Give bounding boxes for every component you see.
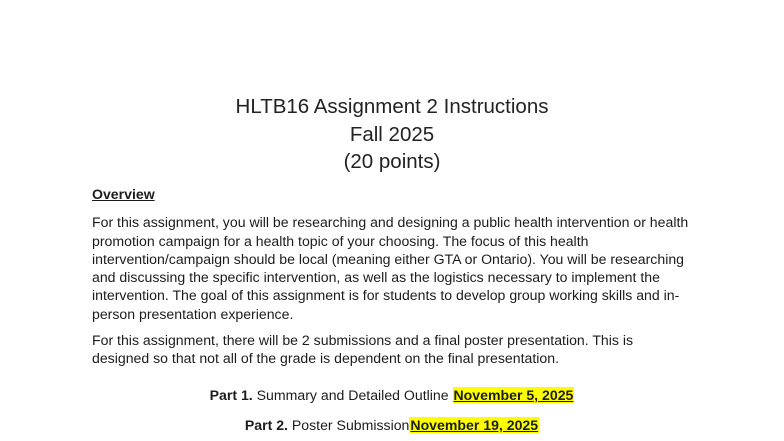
- overview-section: [92, 185, 692, 376]
- part-2-due-date: November 19, 2025: [410, 417, 539, 433]
- part-2-label: Part 2.: [244, 417, 288, 433]
- overview-paragraph-2: For this assignment, there will be 2 submissions and a final poster presentation. This is designed so that not all of the grade is dependent on the final presentation.: [92, 332, 634, 367]
- title-line-points: (20 points): [343, 150, 441, 173]
- title-line-course: HLTB16 Assignment 2 Instructions: [235, 95, 549, 118]
- part-1-label: Part 1.: [209, 387, 253, 403]
- title-line-term: Fall 2025: [349, 122, 435, 146]
- part-2-description: Poster Submission: [291, 417, 410, 433]
- overview-heading: Overview: [92, 186, 155, 202]
- part-1-description: Summary and Detailed Outline: [256, 387, 449, 403]
- part-2-line: [0, 416, 784, 434]
- document-title: [0, 93, 784, 176]
- part-1-due-date: November 5, 2025: [453, 387, 574, 403]
- part-1-line: [0, 386, 784, 404]
- overview-paragraph-1: For this assignment, you will be researching and designing a public health intervention or health promotion campaign for a health topic of your choosing. The focus of this health intervention/campaign should be local (meaning either GTA or Ontario). You will be researching and discussing the specific intervention, as well as the logistics necessary to implement the intervention. The goal of this assignment is for students to develop group working skills and in-person presentation experience.: [92, 214, 689, 322]
